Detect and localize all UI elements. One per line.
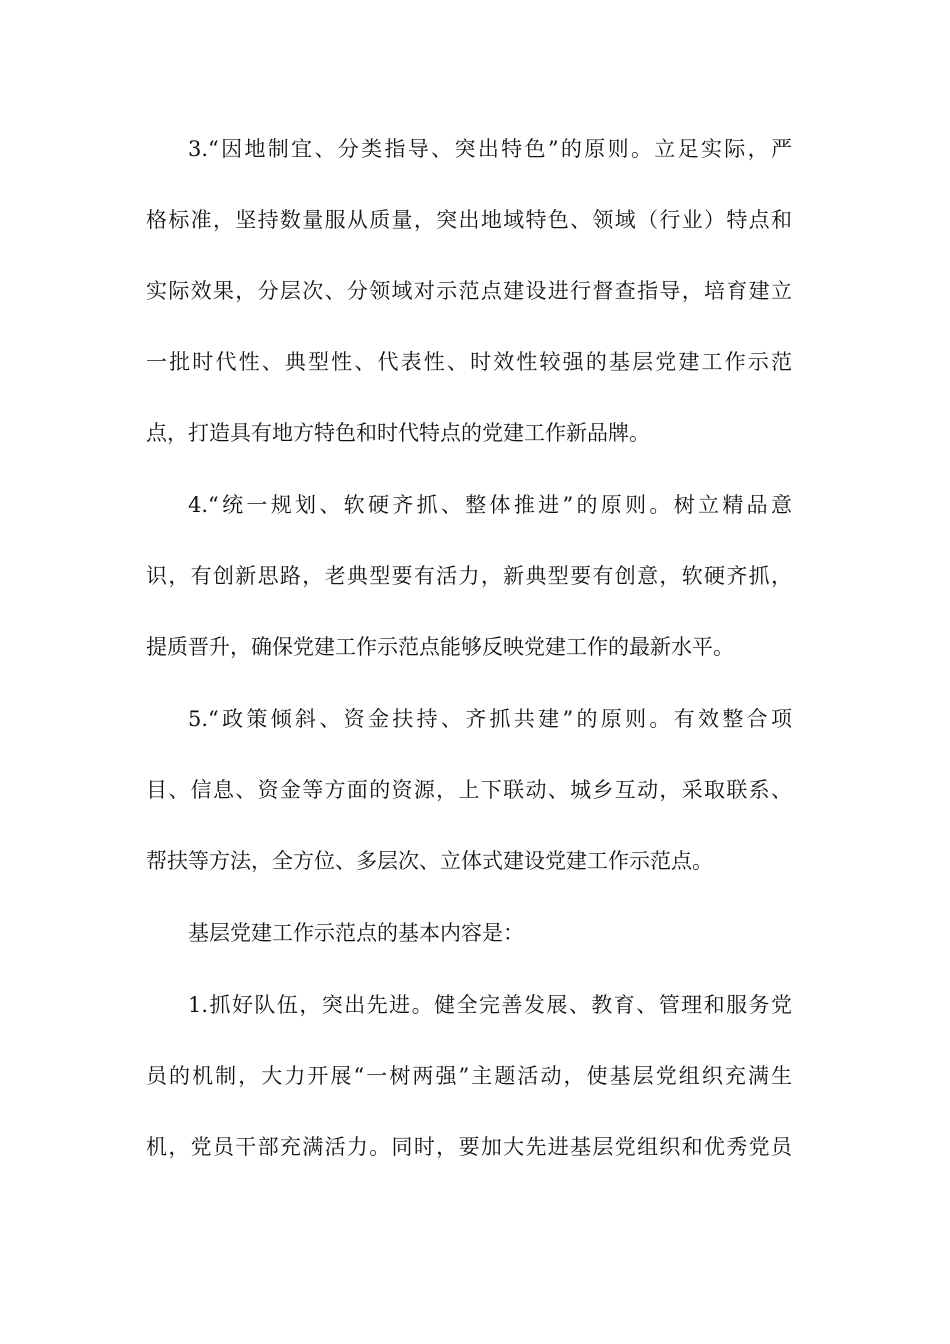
paragraph-5-line-3: 帮扶等方法，全方位、多层次、立体式建设党建工作示范点。 <box>146 849 713 873</box>
paragraph-3-line-1: 3.“因地制宜、分类指导、突出特色”的原则。立足实际，严 <box>188 137 792 161</box>
paragraph-4-line-3: 提质晋升，确保党建工作示范点能够反映党建工作的最新水平。 <box>146 635 734 659</box>
item-1-line-2: 员的机制，大力开展“一树两强”主题活动，使基层党组织充满生 <box>146 1064 792 1088</box>
item-1-line-3: 机，党员干部充满活力。同时，要加大先进基层党组织和优秀党员 <box>146 1135 792 1159</box>
section-intro-line: 基层党建工作示范点的基本内容是： <box>188 921 524 945</box>
paragraph-5-line-2: 目、信息、资金等方面的资源，上下联动、城乡互动，采取联系、 <box>146 778 792 802</box>
paragraph-3-line-5: 点，打造具有地方特色和时代特点的党建工作新品牌。 <box>146 421 650 445</box>
paragraph-3-line-4: 一批时代性、典型性、代表性、时效性较强的基层党建工作示范 <box>146 350 792 374</box>
paragraph-3-line-3: 实际效果，分层次、分领域对示范点建设进行督查指导，培育建立 <box>146 279 792 303</box>
item-1-line-1: 1.抓好队伍，突出先进。健全完善发展、教育、管理和服务党 <box>188 993 792 1017</box>
paragraph-5-line-1: 5.“政策倾斜、资金扶持、齐抓共建”的原则。有效整合项 <box>188 707 792 731</box>
paragraph-3-line-2: 格标准，坚持数量服从质量，突出地域特色、领域（行业）特点和 <box>146 208 792 232</box>
paragraph-4-line-2: 识，有创新思路，老典型要有活力，新典型要有创意，软硬齐抓， <box>146 564 792 588</box>
paragraph-4-line-1: 4.“统一规划、软硬齐抓、整体推进”的原则。树立精品意 <box>188 493 792 517</box>
document-body <box>146 132 792 1165</box>
